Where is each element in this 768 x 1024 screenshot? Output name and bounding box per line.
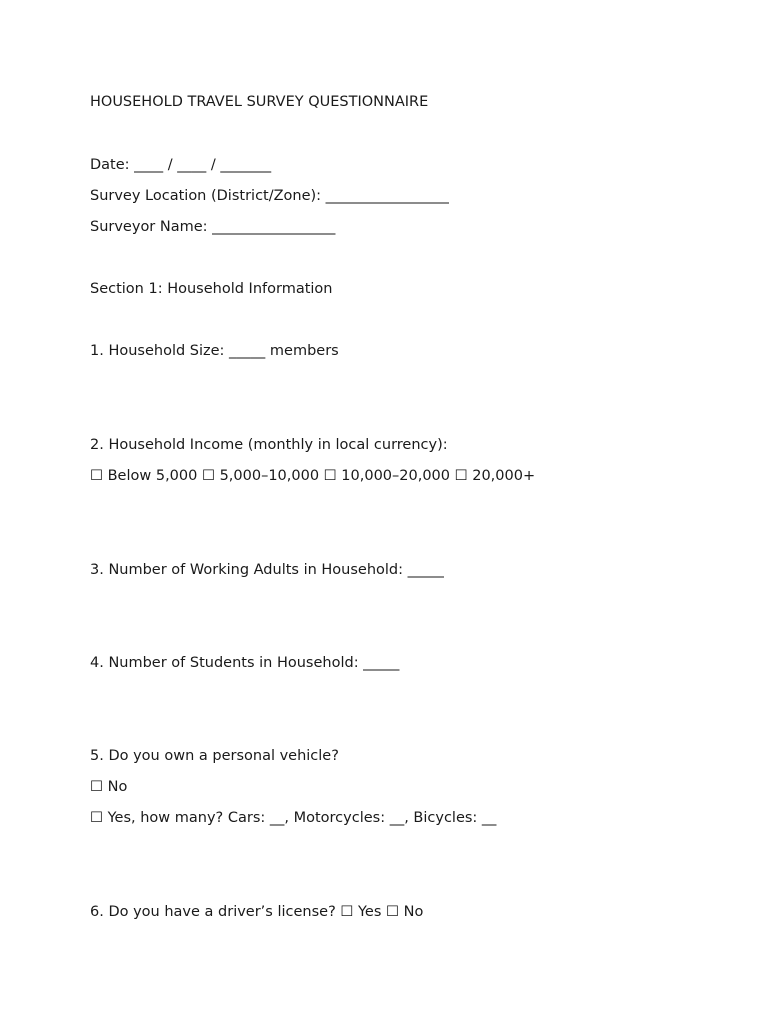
question-household-size: 1. Household Size: _____ members [90, 343, 339, 359]
question-household-income: 2. Household Income (monthly in local currency): [90, 437, 448, 453]
date-field: Date: ____ / ____ / _______ [90, 157, 272, 173]
survey-location-field: Survey Location (District/Zone): _________________ [90, 188, 449, 204]
surveyor-name-field: Surveyor Name: _________________ [90, 219, 336, 235]
document-title: HOUSEHOLD TRAVEL SURVEY QUESTIONNAIRE [90, 94, 429, 110]
vehicle-option-yes: ☐ Yes, how many? Cars: __, Motorcycles: __, Bicycles: __ [90, 810, 497, 826]
question-personal-vehicle: 5. Do you own a personal vehicle? [90, 748, 339, 764]
question-drivers-license: 6. Do you have a driver’s license? ☐ Yes ☐ No [90, 904, 424, 920]
vehicle-option-no: ☐ No [90, 779, 128, 795]
question-students: 4. Number of Students in Household: _____ [90, 655, 400, 671]
income-options: ☐ Below 5,000 ☐ 5,000–10,000 ☐ 10,000–20,000 ☐ 20,000+ [90, 468, 536, 484]
section-heading: Section 1: Household Information [90, 281, 333, 297]
question-working-adults: 3. Number of Working Adults in Household: _____ [90, 562, 444, 578]
